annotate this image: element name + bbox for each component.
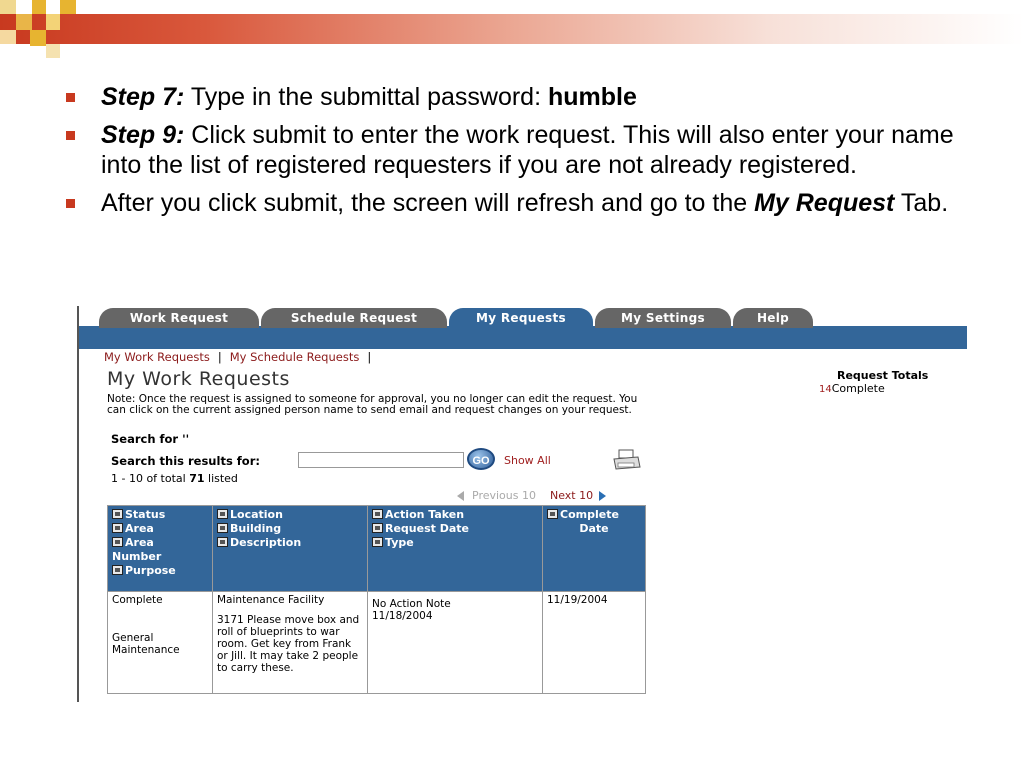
sort-complete-date[interactable] (547, 508, 641, 522)
tab-my-requests[interactable]: My Requests (449, 308, 593, 328)
header-label: Area (125, 522, 154, 535)
cell-complete-date: 11/19/2004 (543, 592, 646, 694)
pager (457, 489, 606, 502)
tab-work-request[interactable]: Work Request (99, 308, 259, 328)
cell-status-purpose (108, 592, 213, 694)
bullet-square-icon (66, 199, 75, 208)
deco-square (32, 0, 46, 14)
column-header-location (213, 506, 368, 592)
search-results-label: Search this results for: (111, 454, 260, 468)
deco-square (0, 0, 16, 14)
column-header-status (108, 506, 213, 592)
sort-area-number[interactable] (112, 536, 208, 550)
sort-location[interactable] (217, 508, 363, 522)
cell-location: Maintenance Facility (217, 594, 325, 606)
bullet-list (64, 82, 974, 226)
request-totals-title: Request Totals (837, 369, 929, 382)
cell-action-taken: No Action Note (372, 598, 451, 610)
results-count (111, 472, 238, 485)
request-totals-line (819, 382, 885, 395)
header-decoration-bar (0, 14, 1024, 44)
deco-square (46, 44, 60, 58)
bullet-step-7 (64, 82, 974, 112)
sort-icon[interactable] (372, 523, 383, 533)
header-label: Date (579, 522, 609, 535)
header-label: Complete (560, 508, 619, 521)
page-title: My Work Requests (107, 368, 290, 390)
cell-description: 3171 Please move box and roll of blueprints to war room. Get key from Frank or Jill. It may take 2 people to carry these. (217, 614, 360, 674)
printer-icon[interactable] (612, 449, 642, 471)
sort-icon[interactable] (217, 537, 228, 547)
sort-status[interactable] (112, 508, 208, 522)
sort-purpose[interactable] (112, 564, 208, 578)
bullet-after-submit (64, 188, 974, 218)
deco-square (30, 30, 46, 46)
requests-table (107, 505, 646, 694)
sub-navigation (104, 350, 379, 364)
header-label: Action Taken (385, 508, 465, 521)
table-row[interactable] (108, 592, 646, 694)
table-header-row (108, 506, 646, 592)
password-value: humble (547, 83, 637, 111)
header-label: Request Date (385, 522, 470, 535)
sort-icon[interactable] (372, 537, 383, 547)
bullet-step-9 (64, 120, 974, 180)
sort-description[interactable] (217, 536, 363, 550)
header-label: Type (385, 536, 414, 549)
screenshot-border (77, 306, 79, 702)
bullet-square-icon (66, 93, 75, 102)
total-prefix: 1 - 10 of total (111, 472, 190, 485)
cell-status: Complete (112, 594, 163, 606)
link-my-schedule-requests[interactable]: My Schedule Requests (229, 350, 360, 364)
tab-help[interactable]: Help (733, 308, 813, 328)
deco-square (16, 0, 32, 14)
show-all-link[interactable]: Show All (504, 454, 551, 467)
sort-area[interactable] (112, 522, 208, 536)
app-screenshot (77, 306, 967, 702)
bullet-text: After you click submit, the screen will refresh and go to the (101, 189, 755, 217)
totals-label: Complete (831, 382, 885, 395)
bullet-suffix: Tab. (894, 189, 949, 217)
tab-schedule-request[interactable]: Schedule Request (261, 308, 447, 328)
sort-icon[interactable] (112, 565, 123, 575)
assignment-note: Note: Once the request is assigned to someone for approval, you no longer can edit the request. You can click on the current assigned person name to send email and request changes on your request. (107, 393, 638, 416)
next-arrow-icon[interactable] (599, 491, 606, 501)
cell-purpose: General Maintenance (112, 632, 180, 656)
deco-square (60, 0, 76, 14)
column-header-complete-date (543, 506, 646, 592)
deco-square (0, 30, 16, 44)
header-label: Purpose (125, 564, 176, 577)
totals-count[interactable]: 14 (819, 384, 832, 395)
link-my-work-requests[interactable]: My Work Requests (104, 350, 210, 364)
bullet-text: Click submit to enter the work request. This will also enter your name into the list of registered requesters if you are not already registered. (101, 121, 954, 179)
column-header-action (368, 506, 543, 592)
header-label: Status (125, 508, 166, 521)
sort-request-date[interactable] (372, 522, 538, 536)
previous-arrow-icon (457, 491, 464, 501)
sort-icon[interactable] (112, 523, 123, 533)
header-label: Building (230, 522, 282, 535)
bullet-text: Type in the submittal password: (184, 83, 548, 111)
cell-location-description (213, 592, 368, 694)
bullet-emphasis: My Request (754, 189, 895, 217)
sort-icon[interactable] (112, 509, 123, 519)
sort-icon[interactable] (217, 523, 228, 533)
sort-icon[interactable] (372, 509, 383, 519)
sort-type[interactable] (372, 536, 538, 550)
nav-band (79, 326, 967, 349)
bullet-prefix: Step 7: (101, 83, 185, 111)
header-label: Area (125, 536, 154, 549)
sort-building[interactable] (217, 522, 363, 536)
previous-page-link: Previous 10 (472, 489, 536, 502)
cell-request-date: 11/18/2004 (372, 610, 433, 622)
cell-action (368, 592, 543, 694)
link-separator: | (217, 350, 222, 364)
go-button[interactable]: GO (467, 448, 495, 470)
header-label: Number (112, 550, 162, 563)
sort-icon[interactable] (547, 509, 558, 519)
next-page-link[interactable]: Next 10 (549, 489, 594, 502)
header-label: Description (230, 536, 302, 549)
sort-action-taken[interactable] (372, 508, 538, 522)
search-input[interactable] (298, 452, 464, 468)
total-suffix: listed (204, 472, 238, 485)
header-label: Location (230, 508, 283, 521)
deco-square (46, 14, 60, 30)
total-count: 71 (189, 472, 205, 485)
link-separator: | (367, 350, 372, 364)
tab-bar (79, 306, 967, 328)
tab-my-settings[interactable]: My Settings (595, 308, 731, 328)
sort-icon[interactable] (217, 509, 228, 519)
deco-square (16, 14, 32, 30)
bullet-prefix: Step 9: (101, 121, 185, 149)
sort-icon[interactable] (112, 537, 123, 547)
bullet-square-icon (66, 131, 75, 140)
search-for-label: Search for '' (111, 432, 190, 446)
